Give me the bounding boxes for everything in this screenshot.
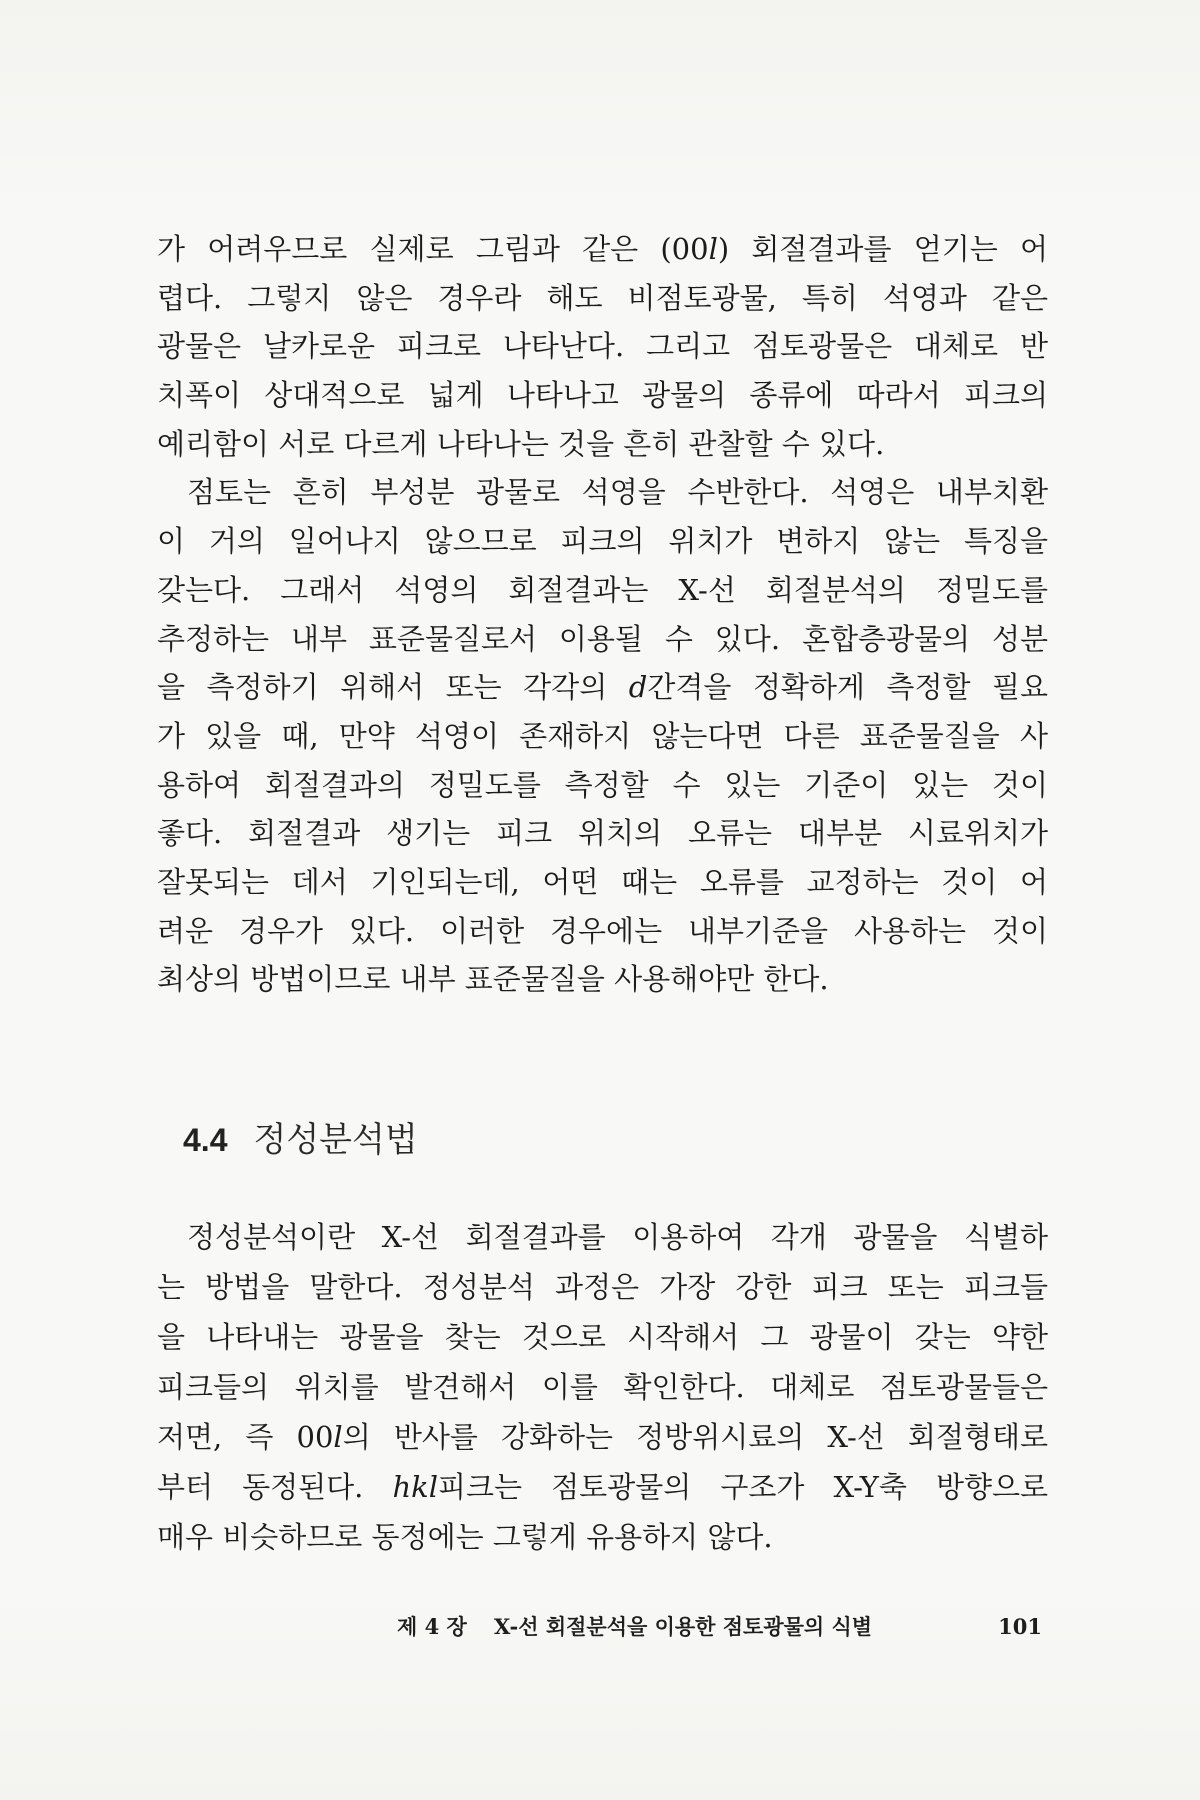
text-run: 가 어려우므로 실제로 그림과 같은 (00: [157, 232, 709, 266]
paragraph: [157, 1212, 1048, 1562]
text-run: 저면, 즉 00: [157, 1420, 334, 1454]
text-line: 을 나타내는 광물을 찾는 것으로 시작해서 그 광물이 갖는 약한: [157, 1320, 1048, 1354]
text-line: [157, 663, 1048, 712]
italic-symbol: hkl: [392, 1470, 439, 1504]
text-run: 을 측정하기 위해서 또는 각각의: [157, 670, 629, 705]
chapter-label: 제 4 장: [397, 1614, 467, 1639]
text-line: 이 거의 일어나지 않으므로 피크의 위치가 변하지 않는 특징을: [157, 524, 1048, 559]
text-line: 예리함이 서로 다르게 나타나는 것을 흔히 관찰할 수 있다.: [157, 426, 885, 461]
text-line: 잘못되는 데서 기인되는데, 어떤 때는 오류를 교정하는 것이 어: [157, 864, 1048, 899]
text-line: 용하여 회절결과의 정밀도를 측정할 수 있는 기준이 있는 것이: [157, 767, 1048, 802]
text-line: 려운 경우가 있다. 이러한 경우에는 내부기준을 사용하는 것이: [157, 913, 1048, 948]
italic-symbol: d: [628, 670, 648, 705]
text-run: 간격을 정확하게 측정할 필요: [647, 670, 1049, 705]
running-footer: [397, 1610, 1042, 1644]
text-run: 피크는 점토광물의 구조가 X-Y축 방향으로: [438, 1470, 1048, 1504]
section-heading: [183, 1112, 418, 1168]
text-line: 매우 비슷하므로 동정에는 그렇게 유용하지 않다.: [157, 1520, 773, 1554]
text-line: 점토는 흔히 부성분 광물로 석영을 수반한다. 석영은 내부치환: [187, 475, 1048, 510]
text-line: 좋다. 회절결과 생기는 피크 위치의 오류는 대부분 시료위치가: [157, 816, 1048, 851]
text-line: 치폭이 상대적으로 넓게 나타나고 광물의 종류에 따라서 피크의: [157, 378, 1048, 413]
text-run: 부터 동정된다.: [157, 1470, 393, 1504]
text-line: 는 방법을 말한다. 정성분석 과정은 가장 강한 피크 또는 피크들: [157, 1270, 1048, 1304]
text-line: [157, 1412, 1048, 1462]
section-number: 4.4: [183, 1122, 228, 1158]
text-line: 가 있을 때, 만약 석영이 존재하지 않는다면 다른 표준물질을 사: [157, 718, 1048, 753]
text-line: 갖는다. 그래서 석영의 회절결과는 X-선 회절분석의 정밀도를: [157, 572, 1048, 607]
paragraph: [157, 225, 1048, 468]
page-number: 101: [998, 1614, 1042, 1639]
text-run: ) 회절결과를 얻기는 어: [717, 232, 1048, 266]
text-run: 의 반사를 강화하는 정방위시료의 X-선 회절형태로: [342, 1420, 1048, 1454]
body-text-upper: [157, 225, 1048, 1004]
text-line: 정성분석이란 X-선 회절결과를 이용하여 각개 광물을 식별하: [187, 1220, 1048, 1254]
section-title: 정성분석법: [253, 1120, 418, 1160]
italic-symbol: l: [708, 232, 718, 266]
text-line: 추정하는 내부 표준물질로서 이용될 수 있다. 혼합층광물의 성분: [157, 621, 1048, 656]
paragraph: [157, 468, 1048, 1004]
text-line: 렵다. 그렇지 않은 경우라 해도 비점토광물, 특히 석영과 같은: [157, 280, 1048, 315]
text-line: 피크들의 위치를 발견해서 이를 확인한다. 대체로 점토광물들은: [157, 1370, 1048, 1404]
text-line: 광물은 날카로운 피크로 나타난다. 그리고 점토광물은 대체로 반: [157, 329, 1048, 364]
italic-symbol: l: [333, 1420, 343, 1454]
chapter-title: X-선 회절분석을 이용한 점토광물의 식별: [494, 1614, 873, 1639]
text-line: [157, 1462, 1048, 1512]
body-text-lower: [157, 1212, 1048, 1562]
text-line: 최상의 방법이므로 내부 표준물질을 사용해야만 한다.: [157, 962, 829, 997]
text-line: [157, 225, 1048, 274]
